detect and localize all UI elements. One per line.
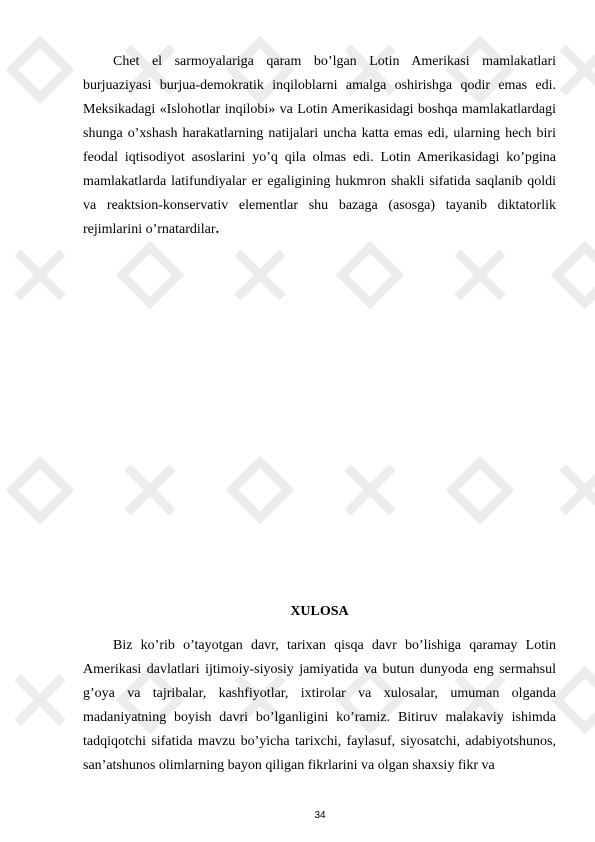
watermark-shape xyxy=(563,468,595,513)
watermark-shape xyxy=(348,468,393,513)
watermark-shape xyxy=(18,678,63,723)
body-paragraph-1-end: . xyxy=(215,222,220,237)
body-paragraph-1-text: Chet el sarmoyalariga qaram bo’lgan Lotin Amerikasi mamlakatlari burjuaziyasi burjua-demokratik inqiloblarni amalga oshirishga qodir emas edi. Meksikadagi «Islohotlar inqilobi» va Lotin Amerikasidagi boshqa mamlakatlardagi shunga o’xshash harakatlarning natijalari uncha katta emas edi, ularning hech biri feodal iqtisodiyot asoslarini yo’q qila olmas edi. Lotin Amerikasidagi ko’pgina mamlakatlarda latifundiyalar er egaligining hukmron shakli sifatida saqlanib qoldi va reaktsion-konservativ elementlar shu bazaga (asosga) tayanib diktatorlik rejimlarini o’rnatardilar xyxy=(83,54,556,237)
section-heading: XULOSA xyxy=(290,604,349,619)
watermark-shape xyxy=(557,247,595,303)
watermark-shape xyxy=(18,253,63,298)
watermark-shape xyxy=(458,253,503,298)
body-paragraph-2-text: Biz ko’rib o’tayotgan davr, tarixan qisqa davr bo’lishiga qaramay Lotin Amerikasi davlatlari ijtimoiy-siyosiy jamiyatida va butun dunyoda eng sermahsul g’oya va tajribalar, kashfiyotlar, ixtirolar va xulosalar, umuman olganda madaniyatning boyish davri bo’lganligini ko’ramiz. Bitiruv malakaviy ishimda tadqiqotchi sifatida mavzu bo’yicha tarixchi, faylasuf, siyosatchi, adabiyotshunos, san’atshunos olimlarning bayon qiligan fikrlarini va olgan shaxsiy fikr va xyxy=(83,638,556,773)
body-paragraph-2 xyxy=(83,634,556,778)
watermark-shape xyxy=(12,462,68,518)
page-number: 34 xyxy=(314,810,326,821)
watermark-shape xyxy=(128,468,173,513)
watermark-shape xyxy=(238,253,283,298)
watermark-shape xyxy=(232,462,288,518)
watermark-shape xyxy=(557,672,595,728)
watermark-shape xyxy=(452,462,508,518)
watermark-shape xyxy=(12,42,68,98)
watermark-shape xyxy=(563,48,595,93)
watermark-shape xyxy=(342,247,398,303)
watermark-shape xyxy=(122,247,178,303)
body-paragraph-1 xyxy=(83,50,556,242)
